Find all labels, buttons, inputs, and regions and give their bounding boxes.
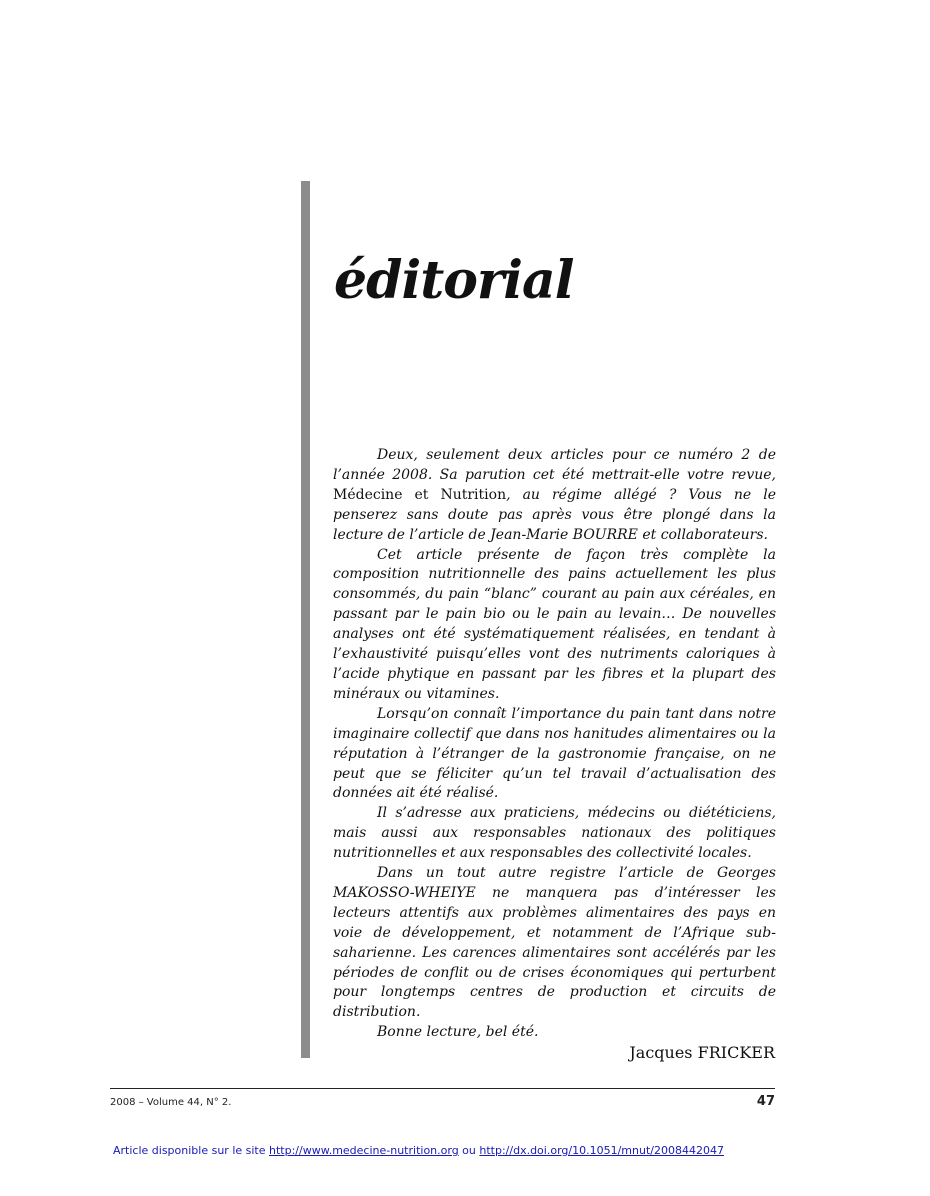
availability-prefix: Article disponible sur le site: [113, 1144, 270, 1157]
paragraph: Lorsqu’on connaît l’importance du pain tant dans notre imaginaire collectif que dans nos hanitudes alimentaires ou la réputation à l’étranger de la gastronomie française, on ne peut que se féliciter qu’un tel travail d’actualisation des données ait été réalisé.: [333, 705, 776, 802]
paragraph: Bonne lecture, bel été.: [377, 1024, 539, 1041]
footer-divider: [110, 1088, 775, 1089]
availability-notice: [113, 1144, 724, 1157]
paragraph-text: , au régime allégé ? Vous ne le penserez sans doute pas après vous être plongé dans la lecture de l’article de Jean-Marie BOURRE et collaborateurs.: [333, 486, 776, 543]
page-title: éditorial: [334, 250, 574, 311]
editorial-body: [333, 446, 776, 1043]
page-number: 47: [756, 1094, 775, 1109]
author-signature: Jacques FRICKER: [629, 1043, 775, 1062]
paragraph: Dans un tout autre registre l’article de Georges MAKOSSO-WHEIYE ne manquera pas d’intéresser les lecteurs attentifs aux problèmes alimentaires des pays en voie de développement, et notamment de l’Afrique sub-saharienne. Les carences alimentaires sont accélérés par les périodes de conflit ou de crises économiques qui perturbent pour longtemps centres de production et circuits de distribution.: [333, 865, 776, 1021]
paragraph-text: Deux, seulement deux articles pour ce numéro 2 de l’année 2008. Sa parution cet été mettrait-elle votre revue,: [333, 447, 776, 483]
journal-name: Médecine et Nutrition: [333, 486, 507, 503]
availability-separator: ou: [458, 1144, 480, 1157]
paragraph: Cet article présente de façon très complète la composition nutritionnelle des pains actuellement les plus consommés, du pain “blanc” courant au pain aux céréales, en passant par le pain bio ou le pain au levain… De nouvelles analyses ont été systématiquement réalisées, en tendant à l’exhaustivité puisqu’elles vont des nutriments caloriques à l’acide phytique en passant par les fibres et la plupart des minéraux ou vitamines.: [333, 546, 776, 702]
journal-site-link[interactable]: http://www.medecine-nutrition.org: [269, 1144, 459, 1157]
doi-link[interactable]: http://dx.doi.org/10.1051/mnut/2008442047: [479, 1144, 724, 1157]
paragraph: Il s’adresse aux praticiens, médecins ou diététiciens, mais aussi aux responsables nationaux des politiques nutritionnelles et aux responsables des collectivité locales.: [333, 805, 776, 862]
decorative-side-bar: [301, 181, 310, 1058]
paragraph: [333, 446, 776, 546]
issue-info: 2008 – Volume 44, N° 2.: [110, 1097, 232, 1108]
